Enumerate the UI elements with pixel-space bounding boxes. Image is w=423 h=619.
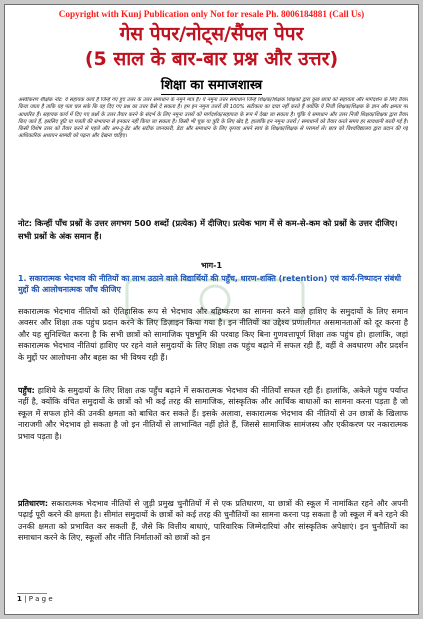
page-label: | P a g e: [24, 595, 53, 603]
retention-lead: प्रतिधारण:: [18, 499, 49, 508]
question-1: 1. सकारात्मक भेदभाव की नीतियों का लाभ उठाने वाले विद्यार्थियों की पहुँच, धारण-शक्ति (retention) एवं कार्य-निष्पादन संबंधी मुद्दों की आलोचनात्मक जाँच कीजिए: [18, 274, 402, 295]
copyright-watermark: Copyright with Kunj Publication only Not for resale Ph. 8006184881 (Call Us): [58, 9, 365, 19]
document-page: [4, 4, 419, 615]
page-subtitle: (5 साल के बार-बार प्रश्न और उत्तर): [84, 48, 339, 70]
access-lead: पहुँच:: [18, 386, 35, 395]
page-number: 1: [17, 595, 22, 603]
answer-paragraph-access: [18, 385, 408, 489]
retention-body: सकारात्मक भेदभाव नीतियों से जुड़ी प्रमुख चुनौतियों में से एक प्रतिधारण, या छात्रों की स्कूल में नामांकित रहने और अपनी पढ़ाई पूरी करने की क्षमता है। सीमांत समुदायों के छात्रों को कई तरह की चुनौतियों का सामना करना पड़ सकता है जो स्कूल में बने रहने की उनकी क्षमता को प्रभावित कर सकती हैं, जैसे कि वित्तीय बाधाएं, पारिवारिक जिम्मेदारियां और सांस्कृतिक अपेक्षाएं। इन चुनौतियों का समाधान करने के लिए, स्कूलों और नीति निर्माताओं को छात्रों को इन: [18, 499, 408, 543]
answer-paragraph-intro: सकारात्मक भेदभाव नीतियों को ऐतिहासिक रूप से भेदभाव और बहिष्करण का सामना करने वाले हाशिए के समुदायों के लिए समान अवसर और शिक्षा तक पहुंच प्रदान करने के लिए डिज़ाइन किया गया है। इन नीतियों का उद्देश्य प्रणालीगत असमानताओं को दूर करना है और यह सुनिश्चित करना है कि सभी छात्रों को सामाजिक पृष्ठभूमि की परवाह किए बिना गुणवत्तापूर्ण शिक्षा तक पहुंच हो। हालांकि, जहां सकारात्मक भेदभाव नीतियां हाशिए पर रहने वाले समुदायों के लिए शिक्षा तक पहुंच बढ़ाने में सफल रही हैं, वहीं वे अवधारण और प्रदर्शन के मुद्दों पर आलोचना और बहस का भी विषय रही हैं।: [18, 307, 408, 362]
access-body: हाशिये के समुदायों के लिए शिक्षा तक पहुँच बढ़ाने में सकारात्मक भेदभाव की नीतियाँ सफल रही हैं। हालांकि, अकेले पहुंच पर्याप्त नहीं है, क्योंकि वंचित समुदायों के छात्रों को भी कई तरह की सामाजिक, सांस्कृतिक और आर्थिक बाधाओं का सामना करना पड़ता है जो स्कूल में सफल होने की उनकी क्षमता को बाधित कर सकते हैं। इसके अलावा, सकारात्मक भेदभाव की नीतियों से उन छात्रों के खिलाफ नाराजगी और भेदभाव हो सकता है जो इन नीतियों से लाभान्वित नहीं होते हैं, जिससे सामाजिक सामंजस्य और एकीकरण पर नकारात्मक प्रभाव पड़ता है।: [18, 386, 408, 441]
subject-text: शिक्षा का समाजशास्त्र: [160, 78, 263, 93]
page-footer: [17, 595, 53, 603]
answer-paragraph-retention: [18, 498, 408, 590]
footer-divider: [17, 593, 47, 594]
exam-note: नोट: किन्हीं पाँच प्रश्नों के उत्तर लगभग 500 शब्दों (प्रत्येक) में दीजिए। प्रत्येक भाग में से कम-से-कम को प्रश्नों के उत्तर दीजिए। सभी प्रश्नों के अंक समान हैं।: [18, 218, 398, 241]
disclaimer-text: अस्वीकरण शैक्षिक नोट: ये सहायक कार्य हैं जिन्हें गए हुए उत्तर के उत्तर समाधान के नमूने मात्र हैं। ये नमूना उत्तर समाधान जिन्हें शिक्षक/शिक्षक शिक्षकों द्वारा कुछ छात्रों को सहायता और मार्गदर्शन के लिए तैयार किया जाता है ताकि यह पता चल सके कि वह दिए गए प्रश्न का उत्तर कैसे दे सकता है। हम इन नमूना उत्तरों की 100% सटीकता का दावा नहीं करते हैं क्योंकि ये निजी शिक्षक/शिक्षक के ज्ञान और क्षमता पर आधारित हैं। सहायक कार्य में दिए गए प्रश्नों के उत्तर तैयार करने के संदर्भ के लिए नमूना उत्तरों को मार्गदर्शक/सहायता के रूप में देखा जा सकता है। चूंकि ये समाधान और उत्तर निजी शिक्षक/शिक्षक द्वारा तैयार किए जाते हैं, इसलिए त्रुटि या गलती की संभावना से इनकार नहीं किया जा सकता है। किसी भी चूक या त्रुटि के लिए खेद है, हालांकि इन नमूना उत्तरों / समाधानों को तैयार करते समय हर सावधानी बरती गई है। किसी विशेष उत्तर को तैयार करने से पहले और अप-टू-डेट और सटीक जानकारी, डेटा और समाधान के लिए कृपया अपने स्वयं के शिक्षक/शिक्षक से परामर्श लें। छात्र को विश्वविद्यालय द्वारा प्रदान की गई आधिकारिक अध्ययन सामग्री को पढ़ना और देखना चाहिए।: [18, 97, 408, 140]
section-label: भाग-1: [200, 261, 223, 270]
page-title: गेस पेपर/नोट्स/सैंपल पेपर: [119, 23, 304, 45]
subject-heading: [5, 75, 418, 93]
